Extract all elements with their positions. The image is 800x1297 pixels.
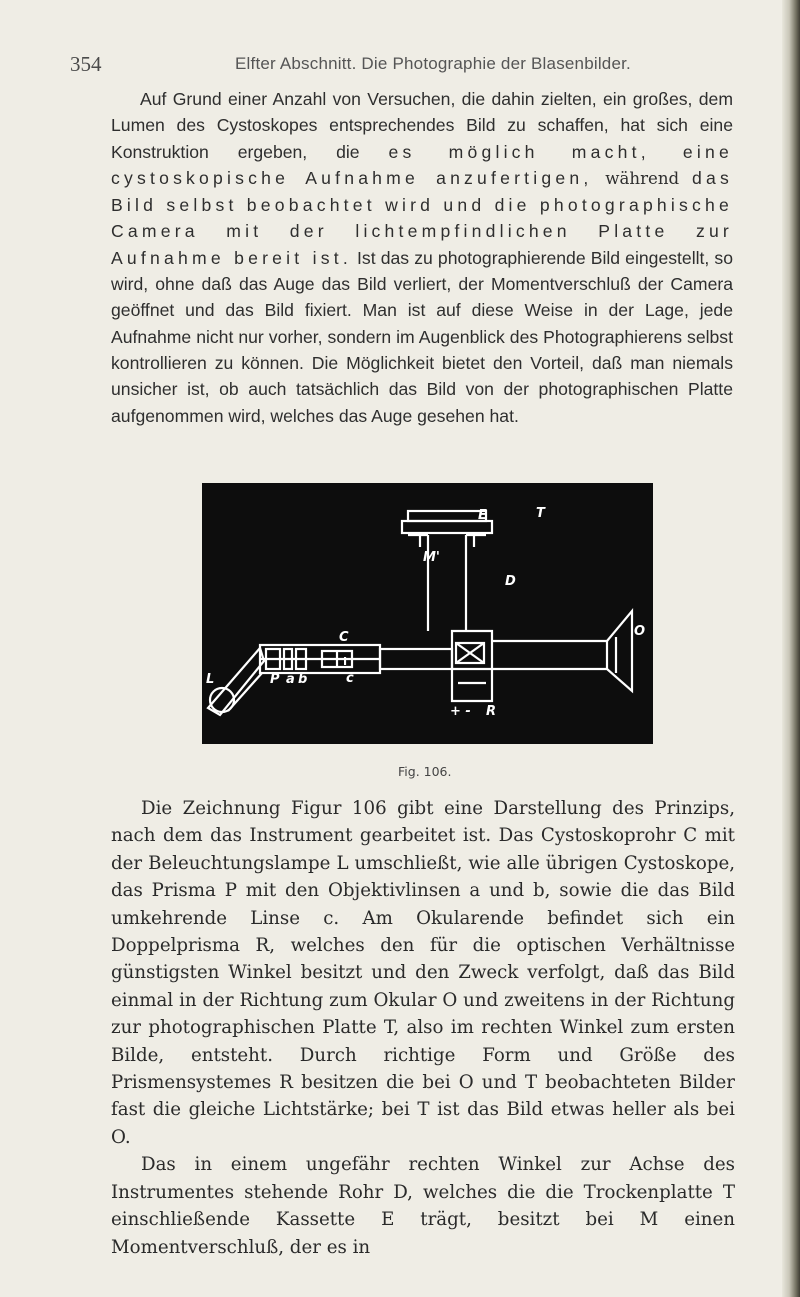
label-P: P — [270, 672, 280, 687]
intro-mid: während — [605, 168, 680, 188]
running-head: Elfter Abschnitt. Die Photographie der Blasenbilder. — [235, 54, 631, 73]
intro-emphasis-2: das Bild selbst beobachtet wird und die photographische Camera mit der lichtempfindlichen Platte zur Aufnahme bereit ist. — [111, 167, 734, 268]
label-M: M' — [423, 550, 440, 565]
label-T: T — [536, 506, 545, 521]
label-I: I — [343, 655, 348, 668]
intro-text — [111, 86, 733, 429]
label-R: R — [486, 704, 497, 719]
body-text — [111, 795, 735, 1261]
cystoscope-diagram — [202, 483, 653, 744]
label-C: C — [339, 630, 349, 645]
figure-caption: Fig. 106. — [398, 764, 452, 779]
figure-diagram — [202, 483, 653, 744]
page-edge-shadow — [782, 0, 800, 1297]
label-D: D — [505, 574, 516, 589]
label-a: a — [286, 672, 295, 687]
intro-part1: Auf Grund einer Anzahl von Versuchen, die dahin zielten, ein großes, dem Lumen des Cystoskopes entsprechendes Bild zu schaffen, hat sich eine Konstruktion ergeben, die — [111, 89, 733, 162]
label-O: O — [634, 624, 646, 639]
intro-paragraph — [111, 86, 733, 429]
intro-emphasis-1: es möglich macht, eine cystoskopische Aufnahme anzufertigen, — [111, 141, 733, 188]
label-E: E — [478, 508, 487, 523]
label-plus-minus: + - — [450, 704, 471, 719]
body-paragraph-1: Die Zeichnung Figur 106 gibt eine Darstellung des Prinzips, nach dem das Instrument gearbeitet ist. Das Cystoskoprohr C mit der Beleuchtungslampe L umschließt, wie alle übrigen Cystoskope, das Prisma P mit den Objektivlinsen a und b, sowie die das Bild umkehrende Linse c. Am Okularende befindet sich ein Doppelprisma R, welches den für die optischen Verhältnisse günstigsten Winkel besitzt und den Zweck verfolgt, daß das Bild einmal in der Richtung zum Okular O und zweitens in der Richtung zur photographischen Platte T, also im rechten Winkel zum ersten Bilde, entsteht. Durch richtige Form und Größe des Prismensystemes R besitzen die bei O und T beobachteten Bilder fast die gleiche Lichtstärke; bei T ist das Bild etwas heller als bei O. — [111, 798, 735, 1148]
body-paragraph-2: Das in einem ungefähr rechten Winkel zur Achse des Instrumentes stehende Rohr D, welches die die Trockenplatte T einschließende Kassette E trägt, besitzt bei M einen Momentverschluß, der es in — [111, 1154, 735, 1258]
label-c: c — [346, 671, 354, 686]
page-number: 354 — [70, 52, 102, 76]
label-b: b — [298, 672, 308, 687]
label-L: L — [206, 672, 215, 687]
intro-rest: Ist das zu photographierende Bild eingestellt, so wird, ohne daß das Auge das Bild verliert, der Momentverschluß der Camera geöffnet und das Bild fixiert. Man ist auf diese Weise in der Lage, jede Aufnahme nicht nur vorher, sondern im Augenblick des Photographierens selbst kontrollieren zu können. Die Möglichkeit bietet den Vorteil, daß man niemals unsicher ist, ob auch tatsächlich das Bild von der photographischen Platte aufgenommen wird, welches das Auge gesehen hat. — [111, 247, 733, 426]
